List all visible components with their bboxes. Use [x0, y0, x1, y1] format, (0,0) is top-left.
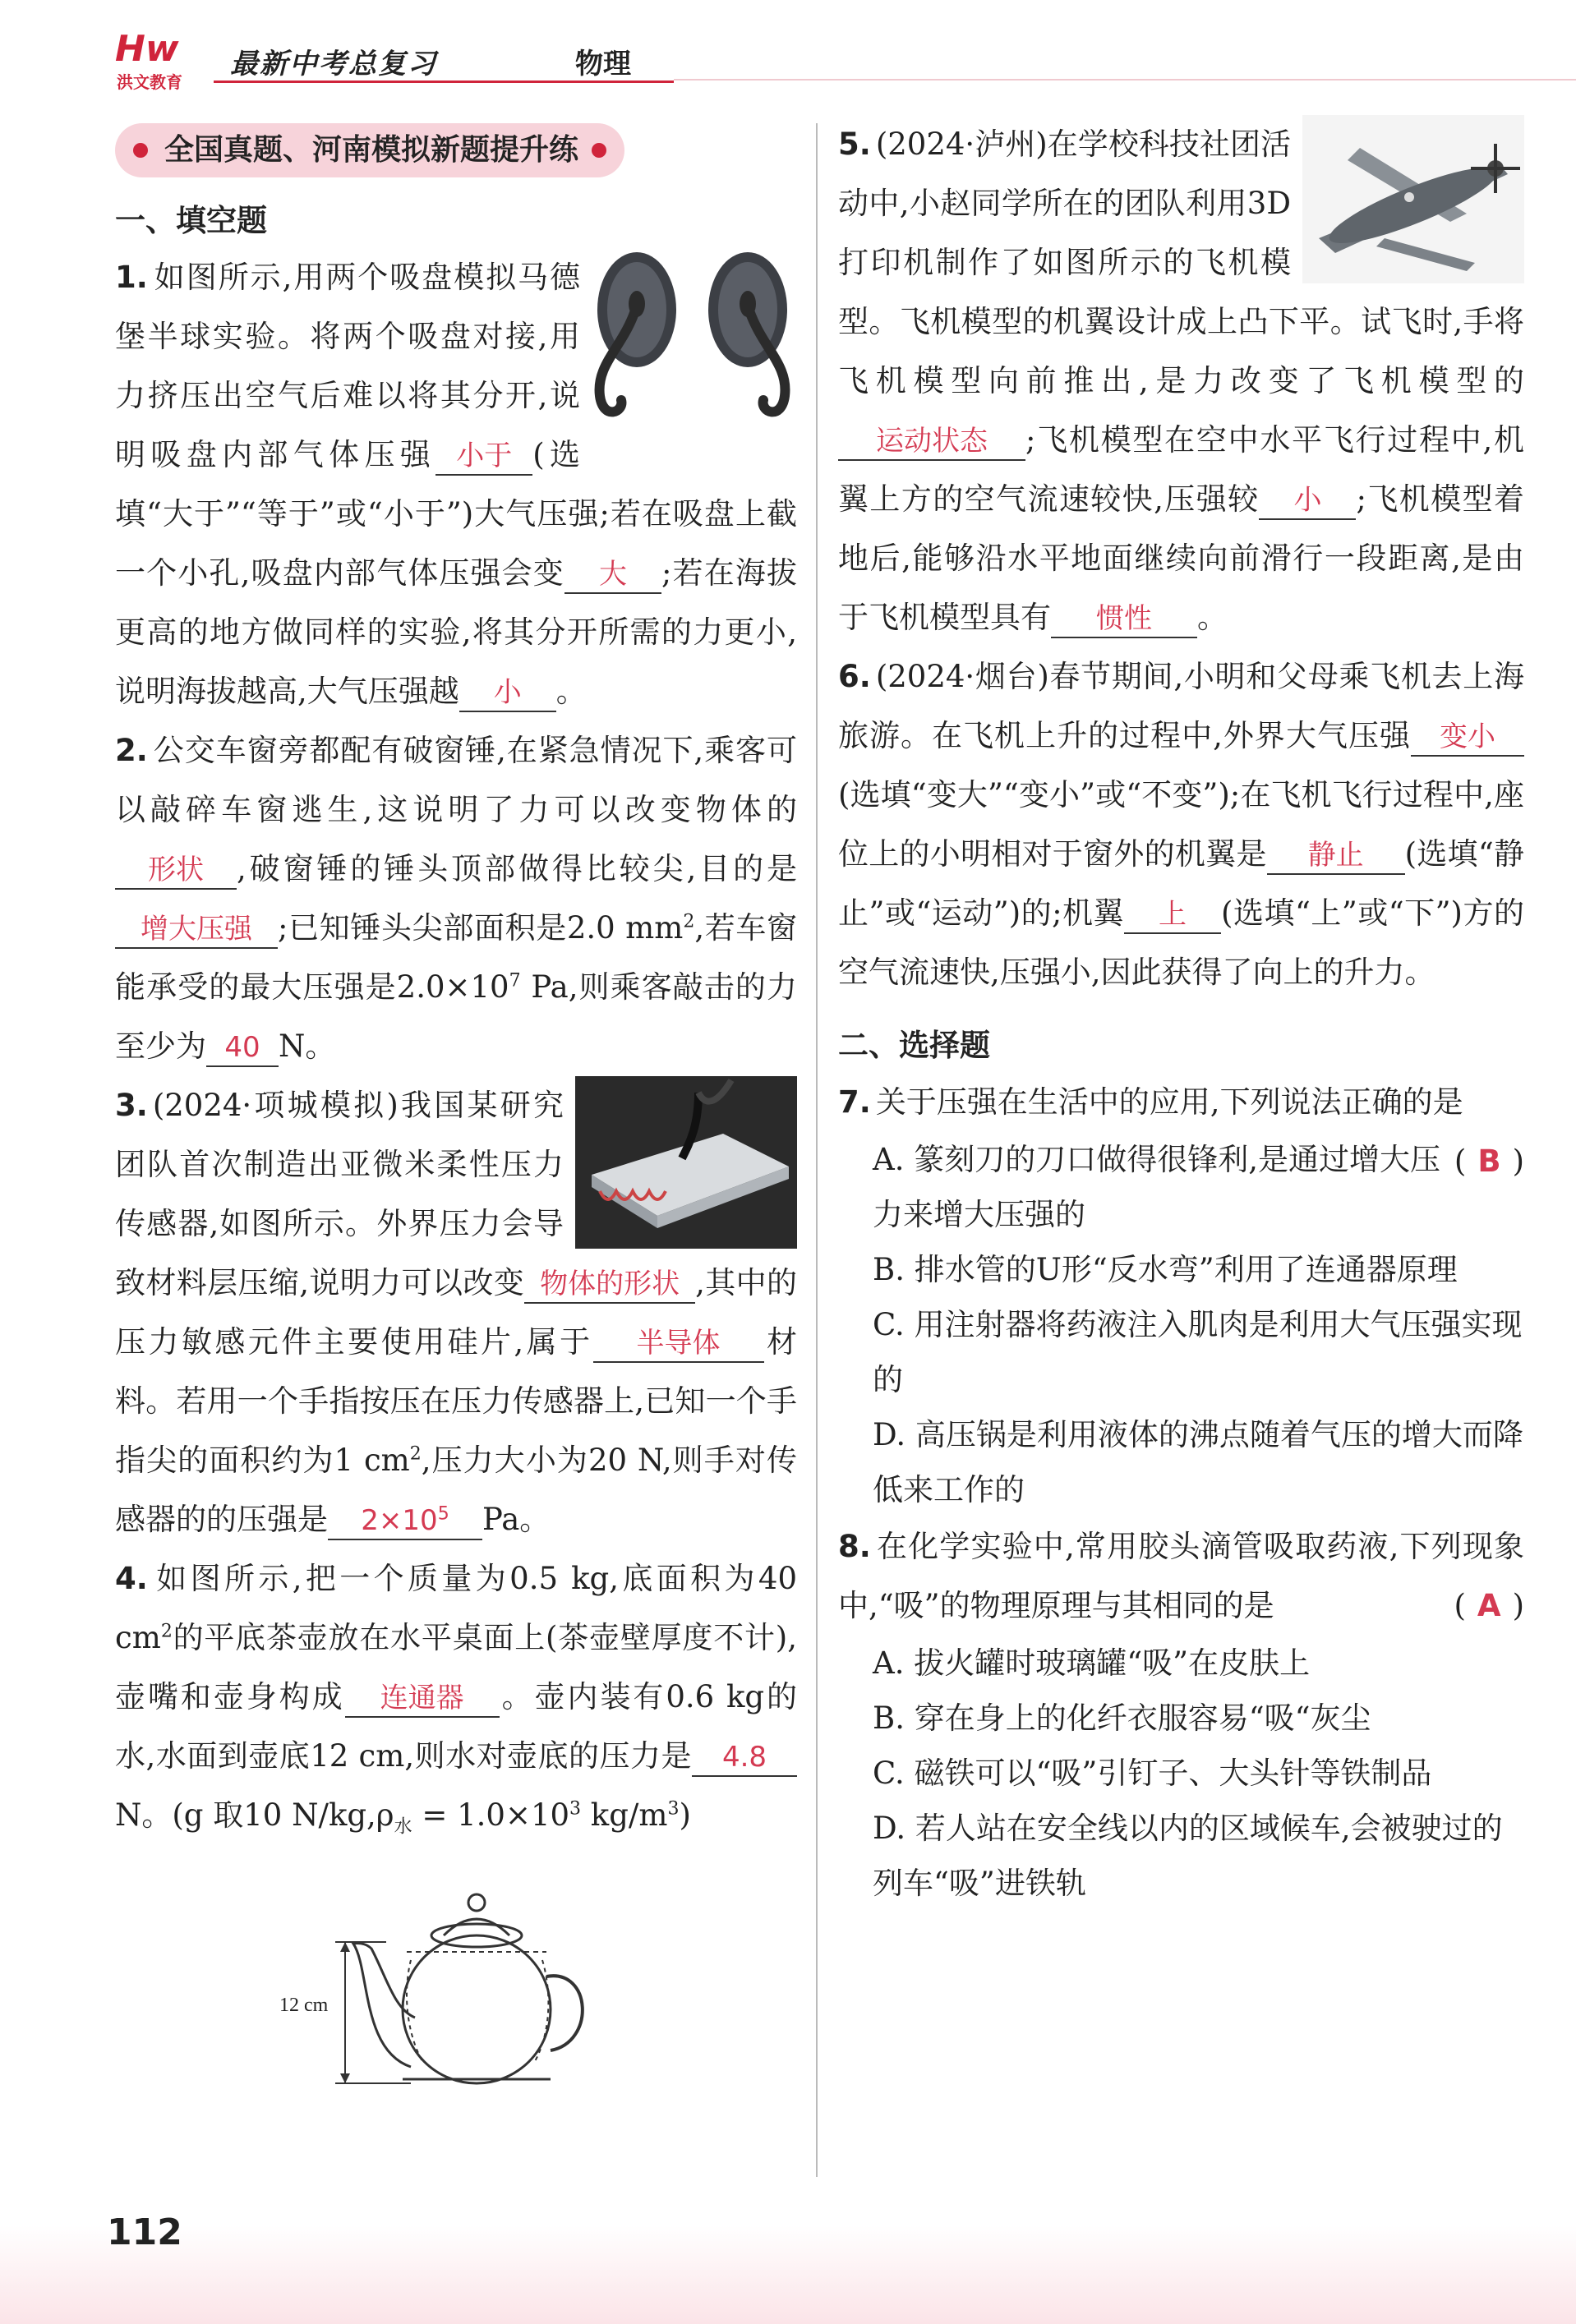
q4-answer-2: 4.8 — [692, 1739, 797, 1777]
question-2-text — [115, 721, 797, 1076]
q4-sup-3: 3 — [667, 1798, 680, 1820]
q3-answer-1: 物体的形状 — [524, 1266, 695, 1304]
q4-text-7: ) — [679, 1797, 691, 1833]
q4-text-5: = 1.0×10 — [412, 1797, 570, 1833]
banner-dot-left — [133, 143, 148, 158]
question-3 — [115, 1076, 797, 1549]
q5-answer-2: 小 — [1259, 482, 1356, 520]
q4-answer-1: 连通器 — [345, 1680, 500, 1718]
q2-sup-1: 2 — [683, 911, 695, 932]
airplane-model-figure — [1302, 115, 1524, 283]
q3-text-1: (2024·项城模拟)我国某研究团队首次制造出亚微米柔性压力传感器,如图所示。外界压力会导致材料层压缩,说明力可以改变 — [115, 1088, 564, 1300]
q7-stem-text: 关于压强在生活中的应用,下列说法正确的是 — [875, 1084, 1463, 1120]
q1-answer-3: 小 — [459, 674, 556, 712]
q4-text-6: kg/m — [581, 1797, 668, 1833]
q7-option-b: B. 排水管的U形“反水弯”利用了连通器原理 — [873, 1252, 1458, 1287]
q3-answer-2: 半导体 — [593, 1325, 764, 1363]
q3-sup-1: 2 — [409, 1443, 422, 1465]
q3-text-2: ,其中的压力敏感元件主要使用硅片,属于 — [115, 1265, 797, 1360]
teapot-height-label: 12 cm — [279, 1995, 329, 2016]
q7-answer: B — [1477, 1144, 1501, 1179]
question-number: 2. — [115, 733, 148, 768]
q6-answer-1: 变小 — [1411, 719, 1524, 757]
q6-answer-3: 上 — [1124, 896, 1221, 934]
q7-option-c: C. 用注射器将药液注入肌肉是利用大气压强实现的 — [873, 1307, 1523, 1397]
question-number: 4. — [115, 1561, 148, 1596]
q2-answer-3: 40 — [206, 1029, 279, 1067]
q6-text-1: (2024·烟台)春节期间,小明和父母乘飞机去上海旅游。在飞机上升的过程中,外界大气压强 — [838, 659, 1524, 753]
q1-text-4: 。 — [555, 674, 587, 709]
q3-text-4: ,压力大小为20 N,则手对传感器的的压强是 — [115, 1443, 798, 1537]
q8-option-b: B. 穿在身上的化纤衣服容易“吸“灰尘 — [873, 1700, 1371, 1736]
banner-text: 全国真题、河南模拟新题提升练 — [164, 133, 579, 167]
question-number: 1. — [115, 260, 148, 295]
q2-answer-1: 形状 — [115, 852, 237, 890]
question-number: 3. — [115, 1088, 148, 1123]
q2-text-5: Pa,则乘客敲击的力至少为 — [115, 969, 797, 1064]
q1-text-3: ;若在海拔更高的地方做同样的实验,将其分开所需的力更小,说明海拔越高,大气压强越 — [115, 555, 798, 709]
question-1 — [115, 248, 797, 721]
q3-answer-3-base: 2×10 — [361, 1504, 438, 1537]
q5-text-3: ;飞机模型着地后,能够沿水平地面继续向前滑行一段距离,是由于飞机模型具有 — [838, 481, 1524, 635]
teapot-figure-wrap — [115, 1862, 797, 2108]
q6-text-3: (选填“静止”或“运动”)的;机翼 — [838, 836, 1524, 931]
q4-sub-1: 水 — [394, 1816, 412, 1838]
q5-text-1: (2024·泸州)在学校科技社团活动中,小赵同学所在的团队利用3D打印机制作了如图所示的飞机模型。飞机模型的机翼设计成上凸下平。试飞时,手将飞机模型向前推出,是力改变了飞机模型的 — [838, 127, 1524, 398]
q5-answer-3: 惯性 — [1051, 601, 1197, 638]
q5-answer-1: 运动状态 — [838, 423, 1025, 461]
question-6-text — [838, 647, 1524, 1002]
q8-stem-text: 在化学实验中,常用胶头滴管吸取药液,下列现象中,“吸”的物理原理与其相同的是 — [838, 1529, 1524, 1623]
q1-text-2: (选填“大于”“等于”或“小于”)大气压强;若在吸盘上截一个小孔,吸盘内部气体压强会变 — [115, 437, 797, 591]
q3-answer-3 — [328, 1503, 482, 1540]
logo-cn: 洪文教育 — [117, 72, 182, 92]
q4-text-2: 的平底茶壶放在水平桌面上(茶壶壁厚度不计),壶嘴和壶身构成 — [115, 1620, 797, 1714]
question-number: 6. — [838, 659, 871, 694]
q2-sup-2: 7 — [509, 970, 521, 992]
q8-answer: A — [1477, 1588, 1501, 1623]
q3-answer-3-exp: 5 — [437, 1503, 449, 1525]
page-number: 112 — [107, 2211, 182, 2253]
question-5 — [838, 115, 1524, 647]
q8-option-a: A. 拔火罐时玻璃罐“吸”在皮肤上 — [873, 1645, 1311, 1681]
q2-text-2: ,破窗锤的锤头顶部做得比较尖,目的是 — [237, 851, 797, 886]
question-4-text — [115, 1549, 797, 1845]
q8-option-c: C. 磁铁可以“吸”引钉子、大头针等铁制品 — [873, 1756, 1432, 1791]
banner-dot-right — [592, 143, 606, 158]
q6-text-2: (选填“变大”“变小”或“不变”);在飞机飞行过程中,座位上的小明相对于窗外的机翼是 — [838, 777, 1524, 872]
teapot-figure — [312, 1870, 608, 2100]
question-number: 7. — [838, 1084, 871, 1120]
q1-text-1: 如图所示,用两个吸盘模拟马德堡半球实验。将两个吸盘对接,用力挤压出空气后难以将其分开,说明吸盘内部气体压强 — [115, 260, 580, 472]
q4-text-1: 如图所示,把一个质量为0.5 kg,底面积为40 cm — [115, 1561, 797, 1655]
question-7-stem — [838, 1073, 1524, 1179]
question-4 — [115, 1549, 797, 2108]
q8-option-d: D. 若人站在安全线以内的区域候车,会被驶过的列车“吸”进铁轨 — [873, 1811, 1503, 1901]
q3-text-5: Pa。 — [482, 1502, 551, 1537]
q6-answer-2: 静止 — [1267, 837, 1405, 875]
suction-cups-figure — [592, 248, 797, 429]
header-rule — [674, 79, 1576, 81]
publisher-logo — [115, 28, 222, 92]
q2-text-6: N。 — [279, 1029, 336, 1064]
q5-text-4: 。 — [1197, 600, 1228, 635]
q6-text-4: (选填“上”或“下”)方的空气流速快,压强小,因此获得了向上的升力。 — [838, 895, 1524, 990]
logo-text: Hw — [115, 28, 179, 70]
section-banner — [115, 123, 624, 177]
q1-answer-1: 小于 — [435, 438, 532, 476]
left-column — [115, 115, 797, 2108]
section-heading-choice: 二、选择题 — [838, 1028, 990, 1063]
column-divider — [816, 123, 818, 2177]
q1-answer-2: 大 — [565, 556, 661, 594]
section-heading-fill-in: 一、填空题 — [115, 203, 267, 238]
q7-answer-paren: ( B ) — [1454, 1144, 1524, 1179]
q7-option-d: D. 高压锅是利用液体的沸点随着气压的增大而降低来工作的 — [873, 1417, 1523, 1507]
q4-text-4: N。(g 取10 N/kg,ρ — [115, 1797, 394, 1833]
q4-text-3: 。壶内装有0.6 kg的水,水面到壶底12 cm,则水对壶底的压力是 — [115, 1679, 797, 1774]
pressure-sensor-figure — [575, 1076, 797, 1249]
q2-text-4: ,若车窗能承受的最大压强是2.0×10 — [115, 910, 797, 1005]
question-number: 5. — [838, 127, 871, 162]
right-column — [838, 115, 1524, 1911]
q7-option-a: A. 篆刻刀的刀口做得很锋利,是通过增大压力来增大压强的 — [873, 1142, 1441, 1232]
header-bar — [214, 33, 674, 83]
q2-answer-2: 增大压强 — [115, 911, 278, 949]
q2-text-3: ;已知锤头尖部面积是2.0 mm — [278, 910, 684, 946]
q2-text-1: 公交车窗旁都配有破窗锤,在紧急情况下,乘客可以敲碎车窗逃生,这说明了力可以改变物体的 — [115, 733, 797, 827]
page-header — [107, 23, 1576, 92]
question-2 — [115, 721, 797, 1076]
question-number: 8. — [838, 1529, 871, 1564]
q3-text-3: 材料。若用一个手指按压在压力传感器上,已知一个手指尖的面积约为1 cm — [115, 1324, 797, 1478]
question-7 — [838, 1073, 1524, 1517]
q4-sup-1: 2 — [160, 1621, 173, 1642]
q5-text-2: ;飞机模型在空中水平飞行过程中,机翼上方的空气流速较快,压强较 — [838, 422, 1524, 517]
subject-title: 物理 — [575, 48, 631, 81]
q4-sup-2: 3 — [569, 1798, 582, 1820]
book-title: 最新中考总复习 — [230, 48, 437, 81]
question-8 — [838, 1517, 1524, 1911]
question-8-stem — [838, 1517, 1524, 1636]
q8-answer-paren: ( A ) — [1454, 1588, 1524, 1623]
page-footer-tint — [0, 2225, 1576, 2324]
question-6 — [838, 647, 1524, 1002]
